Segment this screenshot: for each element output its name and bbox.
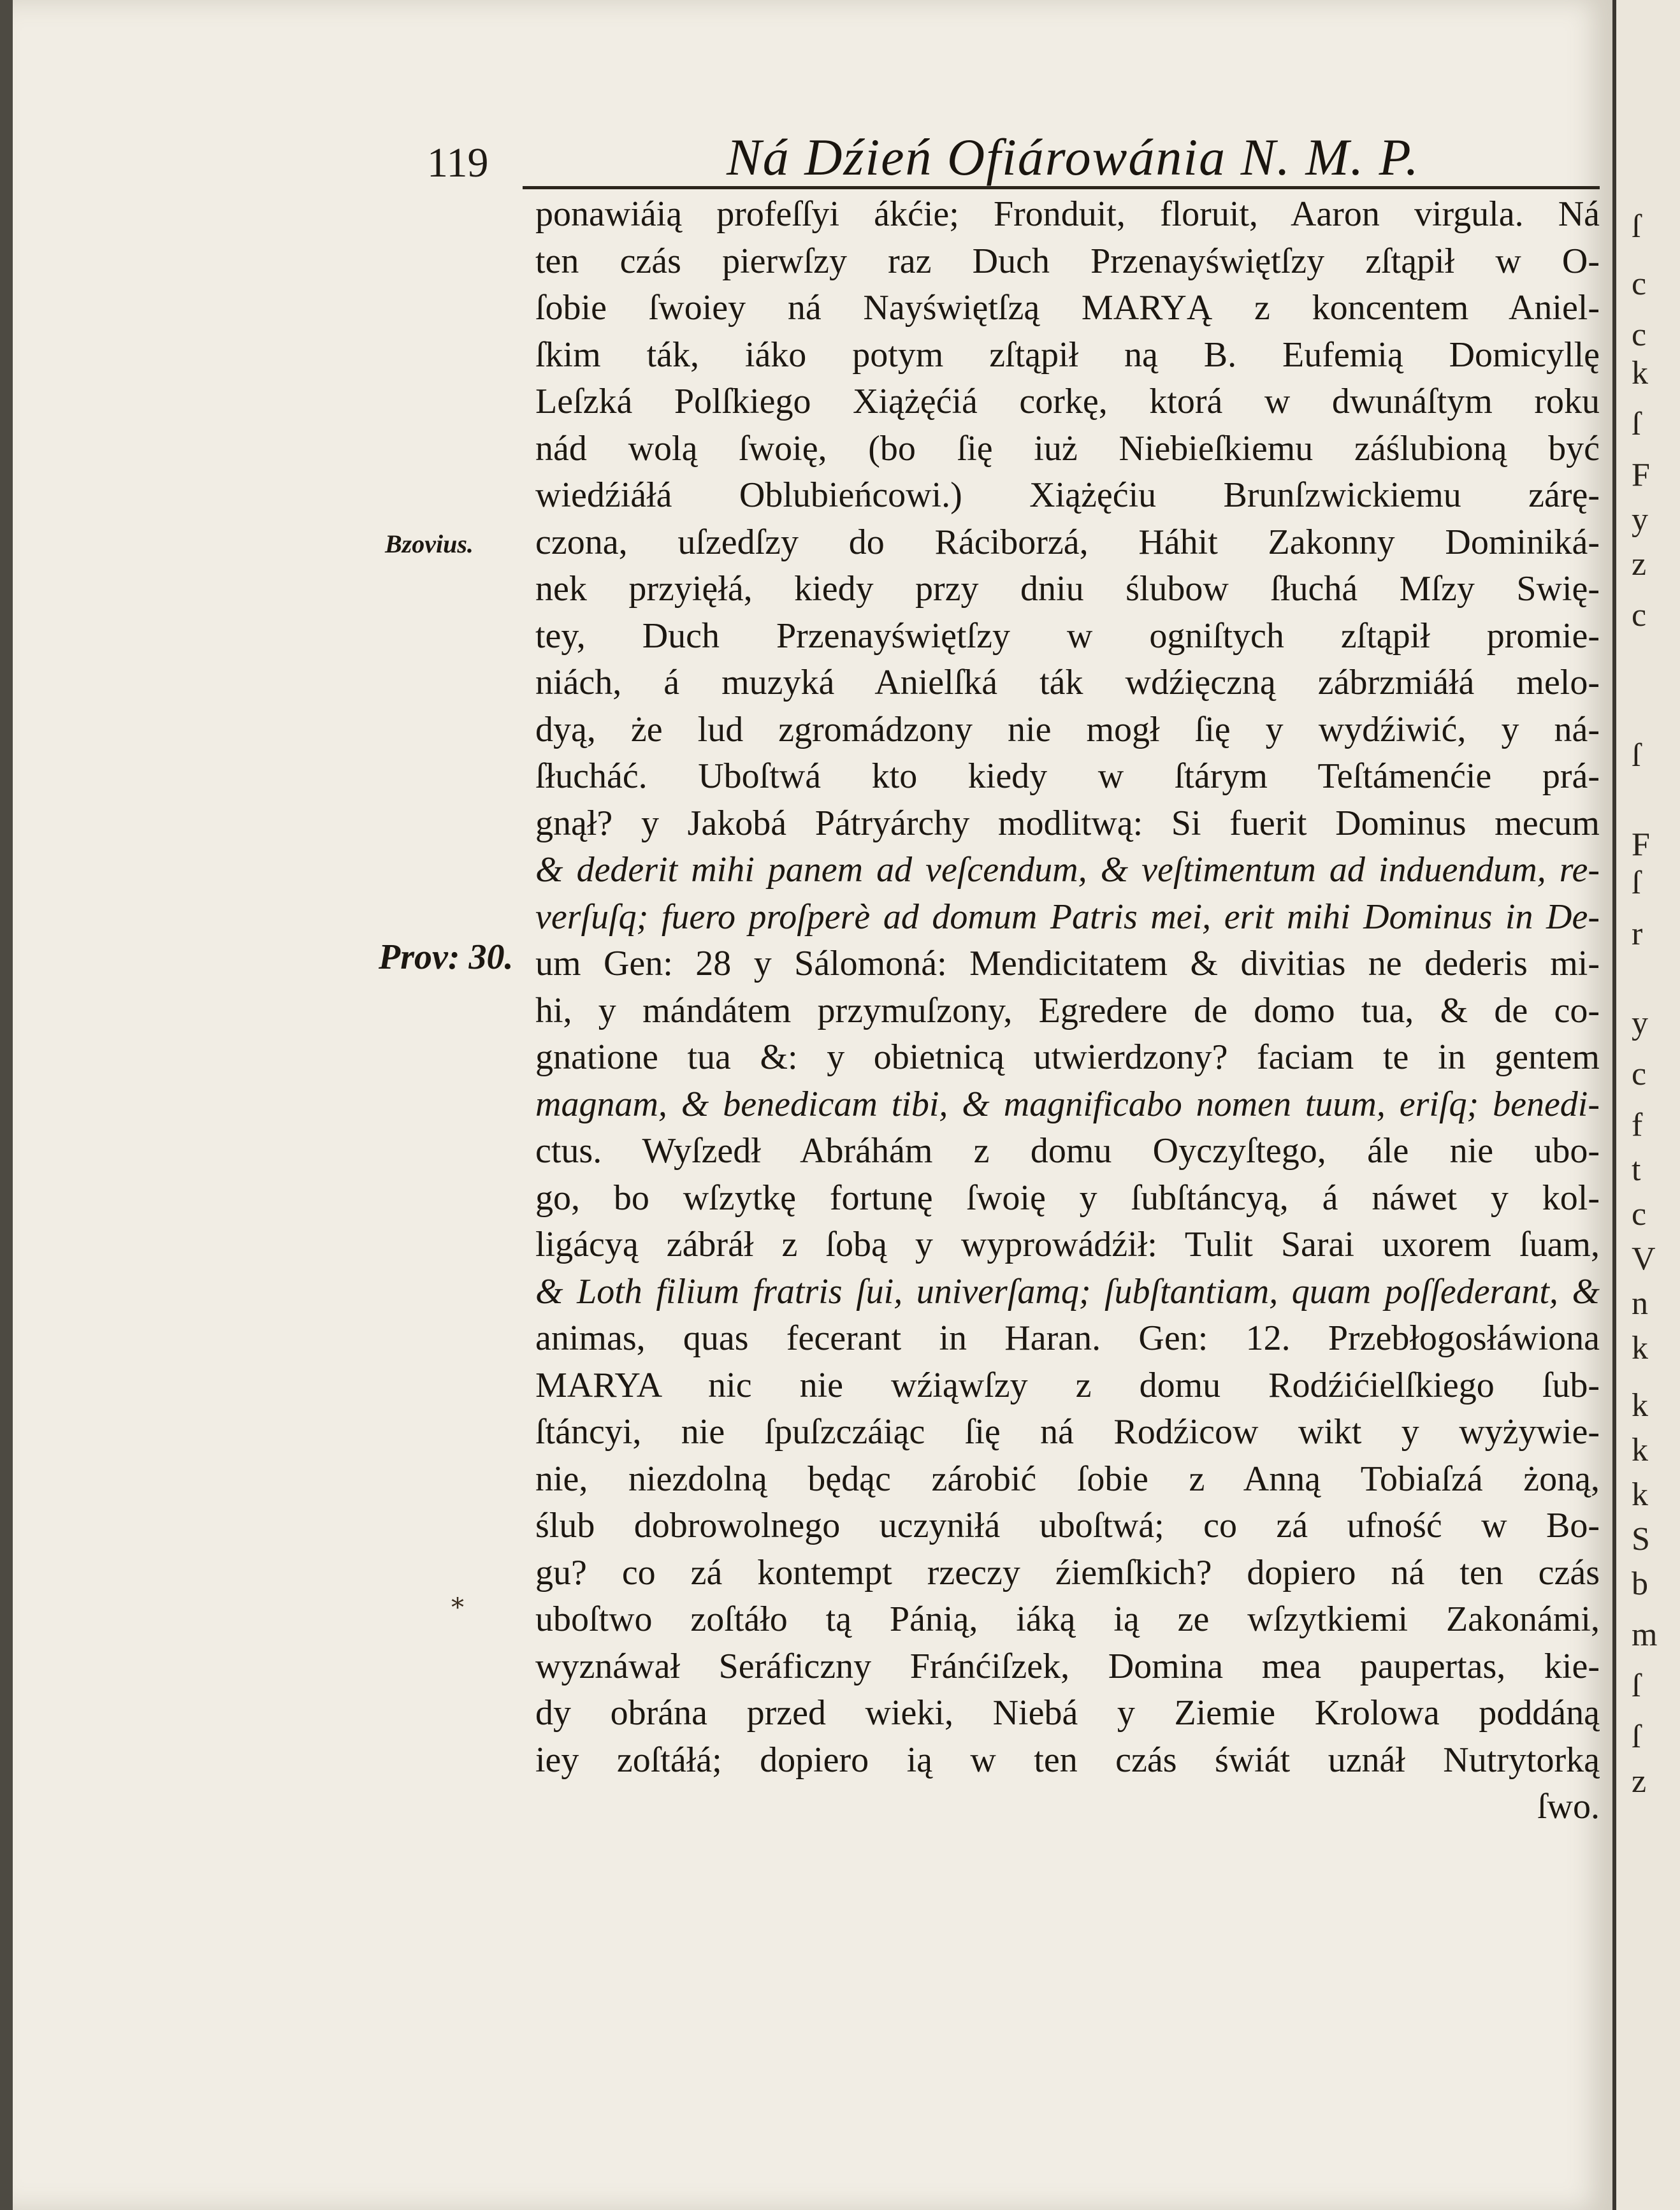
text-line: MARYA nic nie wźiąwſzy z domu Rodźićielſkiego ſub- (535, 1365, 1600, 1405)
text-line: magnam, & benedicam tibi, & magnificabo nomen tuum, eriſq; benedi- (535, 1084, 1600, 1124)
body-text (535, 191, 1600, 1831)
text-line: wyznáwał Seráficzny Fránćiſzek, Domina mea paupertas, kie- (535, 1646, 1600, 1686)
text-line: um Gen: 28 y Sálomoná: Mendicitatem & divitias ne dederis mi- (535, 944, 1600, 983)
text-line: ligácyą zábráł z ſobą y wyprowádźił: Tulit Sarai uxorem ſuam, (535, 1225, 1600, 1264)
text-line: ślub dobrowolnego uczyniłá uboſtwá; co zá ufność w Bo- (535, 1506, 1600, 1545)
text-line: niách, á muzyká Anielſká ták wdźięczną zábrzmiáłá melo- (535, 663, 1600, 702)
text-line: iey zoſtáłá; dopiero ią w ten czás świát uznáł Nutrytorką (535, 1740, 1600, 1780)
text-line: nád wolą ſwoię, (bo ſię iuż Niebieſkiemu záślubioną być (535, 428, 1600, 468)
text-line: gu? co zá kontempt rzeczy źiemſkich? dopiero ná ten czás (535, 1552, 1600, 1592)
facing-page-edge: ſ c c k ſ F y z c ſ F ſ r y c f t c V n k k k k S b m ſ ſ z (1612, 0, 1680, 2210)
text-line: ſkim ták, iáko potym zſtąpił ną B. Eufemią Domicyllę (535, 335, 1600, 375)
text-line: czona, uſzedſzy do Ráciborzá, Háhit Zakonny Dominiká- (535, 522, 1600, 562)
text-line: & dederit mihi panem ad veſcendum, & veſtimentum ad induendum, re- (535, 850, 1600, 890)
margin-note-bzovius: Bzovius. (385, 530, 474, 558)
text-line: gnatione tua &: y obietnicą utwierdzony? faciam te in gentem (535, 1037, 1600, 1077)
text-line: ctus. Wyſzedł Abráhám z domu Oyczyſtego, ále nie ubo- (535, 1131, 1600, 1171)
text-line: ſłucháć. Uboſtwá kto kiedy w ſtárym Teſtámenćie prá- (535, 756, 1600, 796)
text-line: nek przyięłá, kiedy przy dniu ślubow ſłuchá Mſzy Swię- (535, 569, 1600, 609)
text-line: animas, quas fecerant in Haran. Gen: 12. Przebłogosłáwiona (535, 1318, 1600, 1358)
header-rule (523, 186, 1600, 189)
text-line: & Loth filium fratris ſui, univerſamq; ſubſtantiam, quam poſſederant, & (535, 1271, 1600, 1311)
text-line: nie, niezdolną będąc zárobić ſobie z Anną Tobiaſzá żoną, (535, 1459, 1600, 1499)
text-line: ſwo. (1537, 1787, 1600, 1826)
running-title: Ná Dźień Ofiárowánia N. M. P. (727, 128, 1420, 186)
margin-note-proverbs: Prov: 30. (379, 937, 514, 977)
text-line: ſtáncyi, nie ſpuſzczáiąc ſię ná Rodźicow wikt y wyżywie- (535, 1412, 1600, 1452)
page-header (427, 102, 1606, 186)
page-number: 119 (427, 140, 489, 186)
text-line: verſuſq; fuero proſperè ad domum Patris mei, erit mihi Dominus in De- (535, 897, 1600, 937)
text-line: uboſtwo zoſtáło tą Pánią, iáką ią ze wſzytkiemi Zakonámi, (535, 1600, 1600, 1639)
text-line: Leſzká Polſkiego Xiążęćiá corkę, ktorá w dwunáſtym roku (535, 382, 1600, 421)
text-line: go, bo wſzytkę fortunę ſwoię y ſubſtáncyą, á náwet y kol- (535, 1178, 1600, 1218)
text-line: hi, y mándátem przymuſzony, Egredere de domo tua, & de co- (535, 990, 1600, 1030)
text-line: ponawiáią profeſſyi ákćie; Fronduit, floruit, Aaron virgula. Ná (535, 194, 1600, 234)
text-line: wiedźiáłá Oblubieńcowi.) Xiążęćiu Brunſzwickiemu zárę- (535, 475, 1600, 515)
text-line: dyą, że lud zgromádzony nie mogł ſię y wydźiwić, y ná- (535, 709, 1600, 749)
text-line: gnął? y Jakobá Pátryárchy modlitwą: Si fuerit Dominus mecum (535, 803, 1600, 843)
text-line: dy obrána przed wieki, Niebá y Ziemie Krolowa poddáną (535, 1693, 1600, 1733)
text-line: tey, Duch Przenayświętſzy w ogniſtych zſtąpił promie- (535, 616, 1600, 656)
text-line: ſobie ſwoiey ná Nayświętſzą MARYĄ z koncentem Aniel- (535, 288, 1600, 328)
text-line: ten czás pierwſzy raz Duch Przenayświętſzy zſtąpił w O- (535, 241, 1600, 281)
asterisk-mark: * (451, 1593, 464, 1622)
